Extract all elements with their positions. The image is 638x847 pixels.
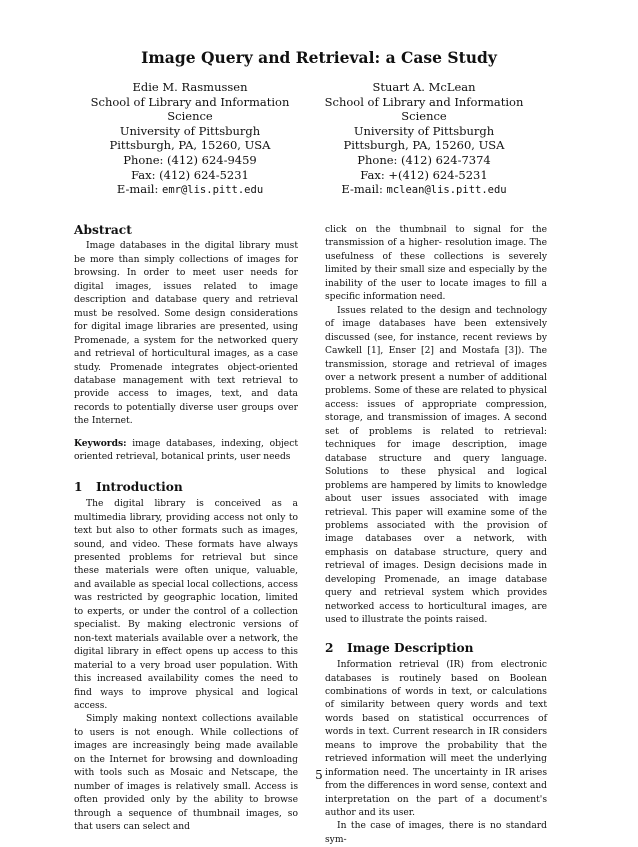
email-label: E-mail: — [116, 182, 162, 197]
abstract-heading: Abstract — [74, 223, 132, 237]
author-block-1 — [60, 80, 320, 198]
section-number: 2 — [325, 640, 334, 655]
author-phone: Phone: (412) 624-9459 — [123, 152, 257, 167]
section-2-heading — [325, 642, 547, 655]
author-email: mclean@lis.pitt.edu — [386, 184, 507, 197]
keywords-text: image databases, indexing, object oriented retrieval, botanical prints, user needs — [74, 438, 298, 463]
author-address: Pittsburgh, PA, 15260, USA — [109, 138, 271, 153]
section-title: Introduction — [96, 479, 183, 494]
author-affiliation: School of Library and Information — [90, 94, 290, 109]
page-title: Image Query and Retrieval: a Case Study — [141, 48, 497, 67]
intro-paragraph-1: The digital library is conceived as a multimedia library, providing access not only to text but also to other formats such as images, sound, and video. These formats have always presented problems for retrieval but since these materials were often unique, valuable, and available as special local collections, access was restricted by geographic location, limited to experts, or under the control of a collection specialist. By making electronic versions of non-text materials available over a network, the digital library in effect opens up access to this material to a very broad user population. With this increased availability comes the need to find ways to improve physical and logical access. — [74, 499, 298, 711]
intro-paragraph-2: Simply making nontext collections available to users is not enough. While collections of images are increasingly being made available on the Internet for browsing and downloading with tools such as Mosaic and Netscape, the number of images is relatively small. Access is often provided only by the ability to browse through a sequence of thumbnail images, so that users can select and — [74, 714, 298, 833]
image-description-paragraph-2: In the case of images, there is no standard sym- — [325, 821, 547, 845]
author-university: University of Pittsburgh — [119, 123, 261, 138]
author-university: University of Pittsburgh — [353, 123, 495, 138]
issues-paragraph: Issues related to the design and technology of image databases have been extensively discussed (see, for instance, recent reviews by Cawkell [1], Enser [2] and Mostafa [3]). The transmission, storage and retrieval of images over a network present a number of additional problems. Some of these are related to physical access: issues of appropriate compression, storage, and transmission of images. A second set of problems is related to retrieval: techniques for image description, image database structure and query language. Solutions to these physical and logical problems are hampered by limits to knowledge about user issues associated with image retrieval. This paper will examine some of the problems associated with the provision of image databases over a network, with emphasis on database structure, query and retrieval of images. Design decisions made in developing Promenade, an image database query and retrieval system which provides networked access to horticultural images, are used to illustrate the points raised. — [325, 305, 547, 626]
author-name: Edie M. Rasmussen — [132, 80, 248, 94]
author-affiliation: School of Library and Information — [324, 94, 524, 109]
section-1-heading — [74, 481, 298, 494]
author-block-2 — [294, 80, 554, 198]
keywords-paragraph — [74, 437, 298, 465]
author-name: Stuart A. McLean — [372, 80, 476, 94]
abstract-text: Image databases in the digital library must be more than simply collections of images for browsing. In order to meet user needs for digital images, issues related to image description and database query and retrieval must be resolved. Some design considerations for digital image libraries are presented, using Promenade, a system for the networked query and retrieval of horticultural images, as a case study. Promenade integrates object-oriented database management with text retrieval to provide access to images, text, and data records to potentially diverse user groups over the Internet. — [74, 241, 298, 427]
author-address: Pittsburgh, PA, 15260, USA — [343, 138, 505, 153]
author-email-line — [294, 182, 554, 198]
author-fax: Fax: (412) 624-5231 — [131, 167, 249, 182]
continued-paragraph: click on the thumbnail to signal for the transmission of a higher- resolution image. The usefulness of these collections is severely limited by their small size and especially by the inability of the user to locate images to fill a specific information need. — [325, 225, 547, 303]
keywords-label: Keywords: — [74, 437, 127, 449]
author-fax: Fax: +(412) 624-5231 — [360, 167, 488, 182]
right-column — [325, 224, 547, 847]
email-label: E-mail: — [341, 182, 387, 197]
author-phone: Phone: (412) 624-7374 — [357, 152, 491, 167]
section-title: Image Description — [347, 640, 474, 655]
author-affiliation-cont: Science — [167, 109, 213, 124]
left-column — [74, 224, 298, 834]
author-email-line — [60, 182, 320, 198]
page-number: 5 — [315, 768, 323, 782]
section-number: 1 — [74, 479, 83, 494]
image-description-paragraph-1: Information retrieval (IR) from electronic databases is routinely based on Boolean combinations of words in text, or calculations of similarity between query words and text words based on statistical occurrences of words in text. Current research in IR considers means to improve the probability that the retrieved information will meet the underlying information need. The uncertainty in IR arises from the differences in word sense, context and interpretation on the part of a document's author and its user. — [325, 660, 547, 819]
author-affiliation-cont: Science — [401, 109, 447, 124]
author-email: emr@lis.pitt.edu — [162, 184, 264, 197]
